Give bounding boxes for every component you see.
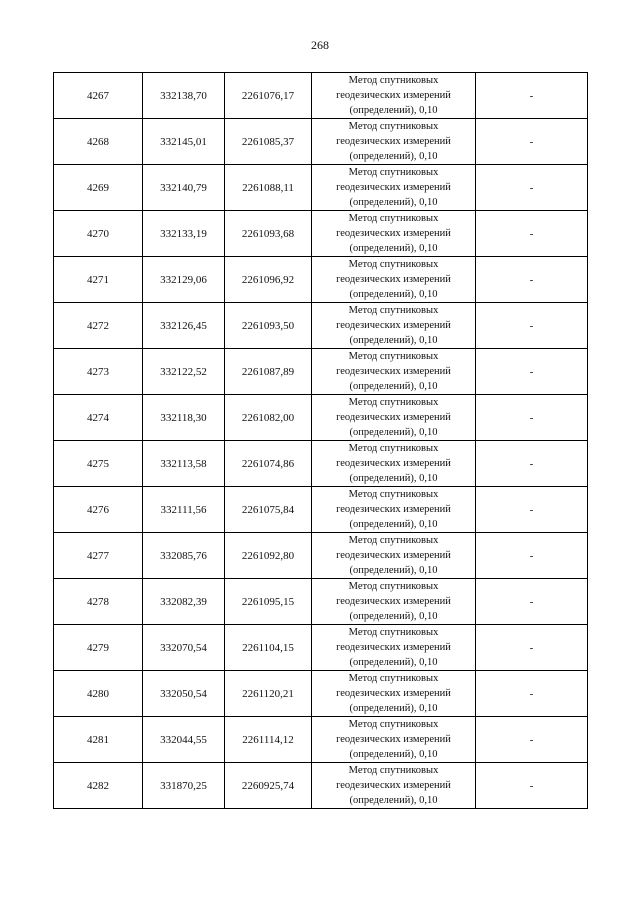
method-text-line: (определений), 0,10 (349, 243, 438, 254)
table-row (54, 119, 588, 165)
method-cell (312, 119, 476, 165)
dash-cell: - (476, 303, 588, 349)
method-cell (312, 533, 476, 579)
dash-cell: - (476, 579, 588, 625)
point-number-cell: 4275 (54, 441, 143, 487)
x-coordinate-cell: 332133,19 (143, 211, 225, 257)
method-text-line: (определений), 0,10 (349, 519, 438, 530)
method-cell (312, 625, 476, 671)
table-row (54, 671, 588, 717)
point-number-cell: 4279 (54, 625, 143, 671)
method-cell (312, 257, 476, 303)
y-coordinate-cell: 2261114,12 (225, 717, 312, 763)
table-row (54, 73, 588, 119)
table-row (54, 487, 588, 533)
y-coordinate-cell: 2261092,80 (225, 533, 312, 579)
table-row (54, 165, 588, 211)
dash-cell: - (476, 625, 588, 671)
method-text-line: (определений), 0,10 (349, 335, 438, 346)
y-coordinate-cell: 2261087,89 (225, 349, 312, 395)
table-row (54, 303, 588, 349)
method-text-line: геодезических измерений (336, 366, 451, 377)
method-text-line: Метод спутниковых (348, 351, 439, 362)
y-coordinate-cell: 2261093,50 (225, 303, 312, 349)
y-coordinate-cell: 2260925,74 (225, 763, 312, 809)
method-text-line: Метод спутниковых (348, 121, 439, 132)
method-text-line: геодезических измерений (336, 320, 451, 331)
method-text-line: (определений), 0,10 (349, 473, 438, 484)
method-text-line: геодезических измерений (336, 504, 451, 515)
y-coordinate-cell: 2261096,92 (225, 257, 312, 303)
point-number-cell: 4273 (54, 349, 143, 395)
x-coordinate-cell: 332145,01 (143, 119, 225, 165)
y-coordinate-cell: 2261093,68 (225, 211, 312, 257)
x-coordinate-cell: 332140,79 (143, 165, 225, 211)
x-coordinate-cell: 332129,06 (143, 257, 225, 303)
y-coordinate-cell: 2261076,17 (225, 73, 312, 119)
method-text-line: геодезических измерений (336, 596, 451, 607)
method-text-line: Метод спутниковых (348, 627, 439, 638)
x-coordinate-cell: 331870,25 (143, 763, 225, 809)
point-number-cell: 4271 (54, 257, 143, 303)
y-coordinate-cell: 2261120,21 (225, 671, 312, 717)
method-text-line: Метод спутниковых (348, 535, 439, 546)
method-text-line: Метод спутниковых (348, 213, 439, 224)
method-cell (312, 303, 476, 349)
table-row (54, 441, 588, 487)
method-text-line: Метод спутниковых (348, 75, 439, 86)
method-text-line: Метод спутниковых (348, 581, 439, 592)
method-text-line: Метод спутниковых (348, 167, 439, 178)
y-coordinate-cell: 2261088,11 (225, 165, 312, 211)
x-coordinate-cell: 332044,55 (143, 717, 225, 763)
y-coordinate-cell: 2261085,37 (225, 119, 312, 165)
table-row (54, 717, 588, 763)
method-cell (312, 717, 476, 763)
method-text-line: геодезических измерений (336, 642, 451, 653)
method-text-line: геодезических измерений (336, 274, 451, 285)
x-coordinate-cell: 332050,54 (143, 671, 225, 717)
method-text-line: (определений), 0,10 (349, 657, 438, 668)
method-cell (312, 165, 476, 211)
table-row (54, 211, 588, 257)
x-coordinate-cell: 332138,70 (143, 73, 225, 119)
dash-cell: - (476, 763, 588, 809)
table-row (54, 257, 588, 303)
y-coordinate-cell: 2261104,15 (225, 625, 312, 671)
x-coordinate-cell: 332082,39 (143, 579, 225, 625)
method-text-line: Метод спутниковых (348, 443, 439, 454)
method-text-line: геодезических измерений (336, 734, 451, 745)
x-coordinate-cell: 332111,56 (143, 487, 225, 533)
method-text-line: Метод спутниковых (348, 673, 439, 684)
point-number-cell: 4270 (54, 211, 143, 257)
method-text-line: (определений), 0,10 (349, 151, 438, 162)
method-text-line: геодезических измерений (336, 458, 451, 469)
point-number-cell: 4276 (54, 487, 143, 533)
method-cell (312, 441, 476, 487)
coordinates-table (53, 72, 588, 809)
dash-cell: - (476, 73, 588, 119)
point-number-cell: 4269 (54, 165, 143, 211)
method-cell (312, 487, 476, 533)
point-number-cell: 4282 (54, 763, 143, 809)
method-text-line: геодезических измерений (336, 136, 451, 147)
point-number-cell: 4281 (54, 717, 143, 763)
dash-cell: - (476, 717, 588, 763)
method-cell (312, 73, 476, 119)
method-text-line: (определений), 0,10 (349, 381, 438, 392)
x-coordinate-cell: 332122,52 (143, 349, 225, 395)
method-text-line: (определений), 0,10 (349, 105, 438, 116)
dash-cell: - (476, 211, 588, 257)
point-number-cell: 4272 (54, 303, 143, 349)
x-coordinate-cell: 332118,30 (143, 395, 225, 441)
table-row (54, 395, 588, 441)
method-text-line: (определений), 0,10 (349, 703, 438, 714)
table-row (54, 625, 588, 671)
point-number-cell: 4277 (54, 533, 143, 579)
table-row (54, 533, 588, 579)
y-coordinate-cell: 2261082,00 (225, 395, 312, 441)
dash-cell: - (476, 165, 588, 211)
table-row (54, 349, 588, 395)
method-text-line: (определений), 0,10 (349, 749, 438, 760)
method-cell (312, 349, 476, 395)
point-number-cell: 4267 (54, 73, 143, 119)
dash-cell: - (476, 441, 588, 487)
dash-cell: - (476, 257, 588, 303)
method-cell (312, 579, 476, 625)
method-text-line: геодезических измерений (336, 550, 451, 561)
x-coordinate-cell: 332085,76 (143, 533, 225, 579)
method-text-line: (определений), 0,10 (349, 795, 438, 806)
dash-cell: - (476, 533, 588, 579)
method-text-line: геодезических измерений (336, 182, 451, 193)
method-text-line: геодезических измерений (336, 90, 451, 101)
dash-cell: - (476, 671, 588, 717)
method-cell (312, 671, 476, 717)
dash-cell: - (476, 119, 588, 165)
dash-cell: - (476, 487, 588, 533)
point-number-cell: 4280 (54, 671, 143, 717)
table-row (54, 763, 588, 809)
y-coordinate-cell: 2261095,15 (225, 579, 312, 625)
method-text-line: геодезических измерений (336, 412, 451, 423)
method-text-line: Метод спутниковых (348, 489, 439, 500)
method-text-line: Метод спутниковых (348, 719, 439, 730)
method-text-line: (определений), 0,10 (349, 427, 438, 438)
page-number: 268 (311, 38, 329, 52)
method-text-line: геодезических измерений (336, 228, 451, 239)
method-cell (312, 211, 476, 257)
method-text-line: (определений), 0,10 (349, 611, 438, 622)
method-text-line: Метод спутниковых (348, 259, 439, 270)
method-text-line: Метод спутниковых (348, 305, 439, 316)
y-coordinate-cell: 2261074,86 (225, 441, 312, 487)
table-body (54, 73, 588, 809)
method-text-line: Метод спутниковых (348, 397, 439, 408)
method-text-line: геодезических измерений (336, 688, 451, 699)
method-text-line: геодезических измерений (336, 780, 451, 791)
method-cell (312, 763, 476, 809)
dash-cell: - (476, 395, 588, 441)
dash-cell: - (476, 349, 588, 395)
x-coordinate-cell: 332070,54 (143, 625, 225, 671)
table-row (54, 579, 588, 625)
x-coordinate-cell: 332126,45 (143, 303, 225, 349)
method-text-line: Метод спутниковых (348, 765, 439, 776)
point-number-cell: 4274 (54, 395, 143, 441)
x-coordinate-cell: 332113,58 (143, 441, 225, 487)
method-text-line: (определений), 0,10 (349, 289, 438, 300)
y-coordinate-cell: 2261075,84 (225, 487, 312, 533)
method-text-line: (определений), 0,10 (349, 197, 438, 208)
point-number-cell: 4268 (54, 119, 143, 165)
method-text-line: (определений), 0,10 (349, 565, 438, 576)
method-cell (312, 395, 476, 441)
point-number-cell: 4278 (54, 579, 143, 625)
